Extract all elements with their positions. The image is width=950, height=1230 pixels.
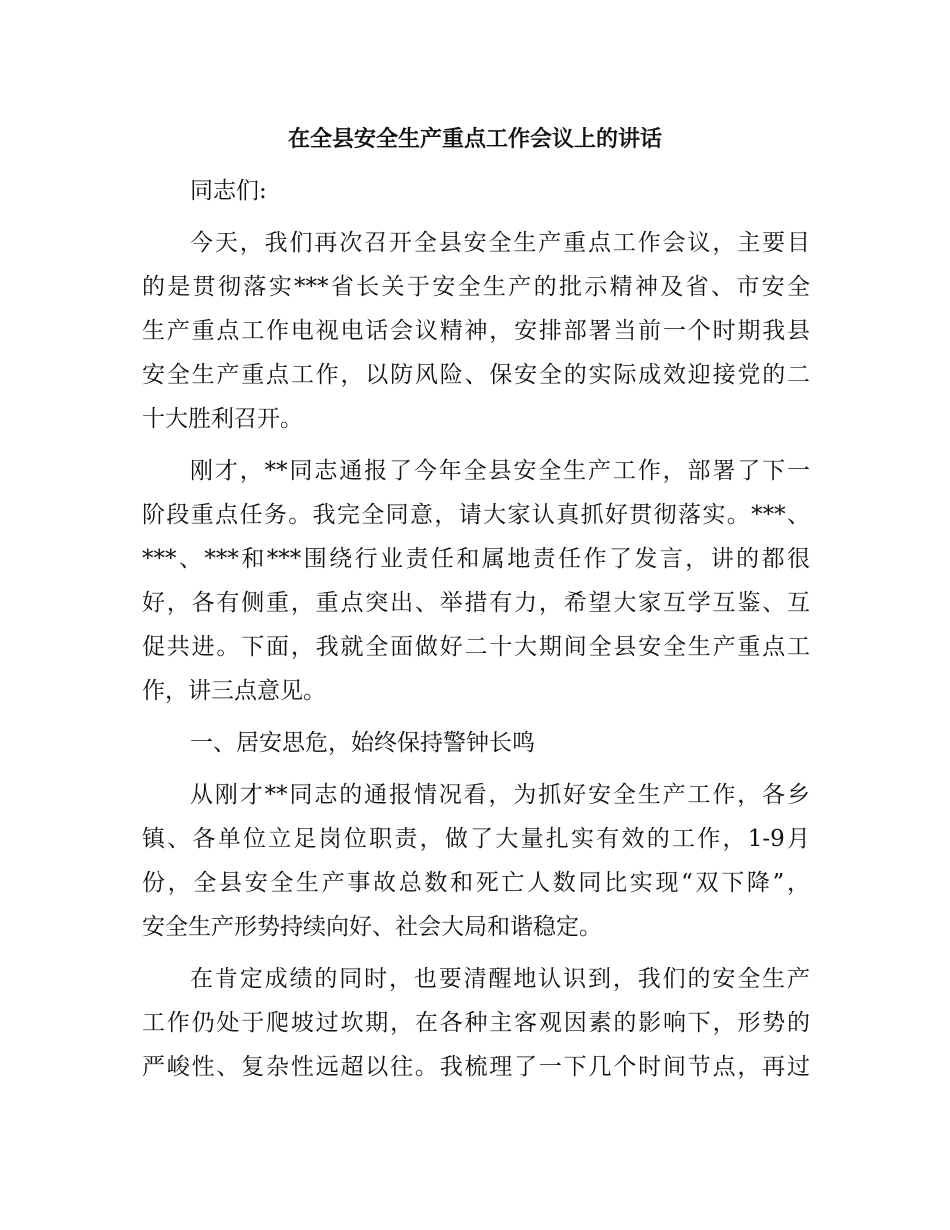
paragraph-line: 好，各有侧重，重点突出、举措有力，希望大家互学互鉴、互 [142,590,810,616]
paragraph-line: 镇、各单位立足岗位职责，做了大量扎实有效的工作，1-9月 [142,826,810,852]
paragraph-line: 阶段重点任务。我完全同意，请大家认真抓好贯彻落实。***、 [142,502,810,528]
paragraph-line: 促共进。下面，我就全面做好二十大期间全县安全生产重点工 [142,634,810,660]
paragraph-line: 安全生产重点工作，以防风险、保安全的实际成效迎接党的二 [142,362,810,388]
paragraph-line: 作，讲三点意见。 [142,678,326,704]
paragraph-line: 生产重点工作电视电话会议精神，安排部署当前一个时期我县 [142,318,810,344]
section-heading: 一、居安思危，始终保持警钟长鸣 [190,730,535,756]
paragraph-line: 今天，我们再次召开全县安全生产重点工作会议，主要目 [190,230,810,256]
paragraph-line: 刚才，**同志通报了今年全县安全生产工作，部署了下一 [190,458,810,484]
document-title: 在全县安全生产重点工作会议上的讲话 [287,126,662,152]
paragraph-line: 安全生产形势持续向好、社会大局和谐稳定。 [142,914,602,940]
paragraph-line: 份，全县安全生产事故总数和死亡人数同比实现“双下降”， [142,870,810,896]
paragraph-line: ***、***和***围绕行业责任和属地责任作了发言，讲的都很 [142,546,810,572]
salutation: 同志们: [190,178,267,204]
paragraph-line: 从刚才**同志的通报情况看，为抓好安全生产工作，各乡 [190,782,810,808]
paragraph-line: 十大胜利召开。 [142,406,303,432]
paragraph-line: 工作仍处于爬坡过坎期，在各种主客观因素的影响下，形势的 [142,1010,810,1036]
paragraph-line: 严峻性、复杂性远超以往。我梳理了一下几个时间节点，再过 [142,1054,810,1080]
paragraph-line: 的是贯彻落实***省长关于安全生产的批示精神及省、市安全 [142,274,810,300]
paragraph-line: 在肯定成绩的同时，也要清醒地认识到，我们的安全生产 [190,966,810,992]
